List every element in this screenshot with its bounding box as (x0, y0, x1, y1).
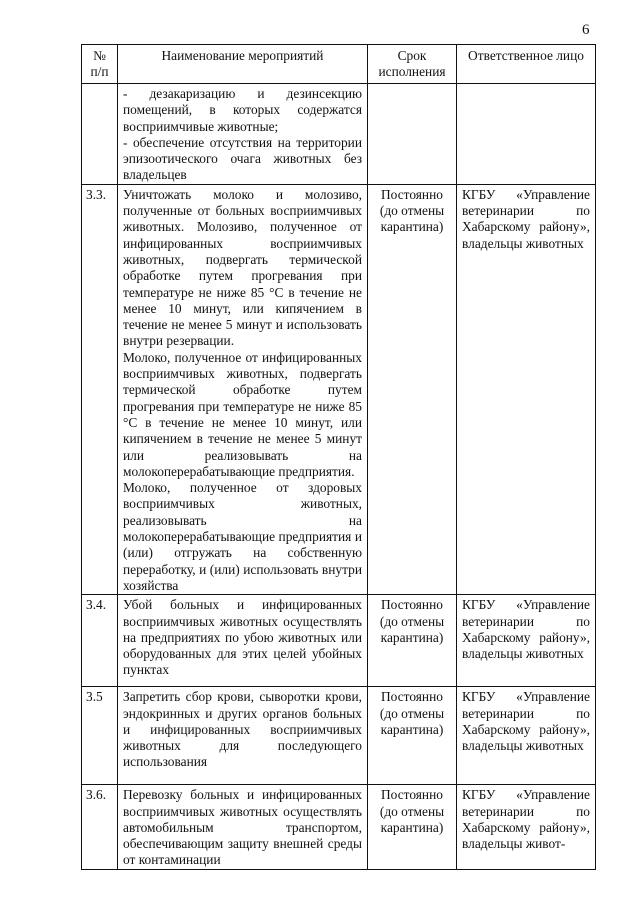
table-row (82, 785, 596, 869)
measure-text (118, 84, 368, 185)
header-name: Наименование мероприятий (118, 45, 368, 84)
responsible-cell (457, 84, 596, 185)
row-number: 3.3. (82, 184, 118, 594)
responsible-cell: КГБУ «Управление ветеринарии по Хабарскому району», владельцы животных (457, 687, 596, 785)
measure-text (118, 184, 368, 594)
measure-paragraph: - дезакаризацию и дезинсекцию помещений, в которых содержатся восприимчивые животные; (123, 86, 362, 134)
measure-paragraph: Молоко, полученное от здоровых восприимчивых животных, реализовывать на молокоперерабатывающие предприятия и (или) отгружать на собственную переработку, и (или) использовать внутри хозяйства (123, 480, 362, 593)
header-num: № п/п (82, 45, 118, 84)
row-number: 3.5 (82, 687, 118, 785)
term-cell (368, 84, 457, 185)
measure-paragraph: Перевозку больных и инфицированных восприимчивых животных осуществлять автомобильным транспортом, обеспечивающим защиту внешней среды от контаминации (123, 787, 362, 868)
measure-paragraph: - обеспечение отсутствия на территории эпизоотического очага животных без владельцев (123, 134, 362, 183)
table-header-row (82, 45, 596, 84)
row-number: 3.6. (82, 785, 118, 869)
term-cell: Постоянно (до отмены карантина) (368, 184, 457, 594)
table-row (82, 595, 596, 687)
page-number: 6 (582, 22, 590, 38)
table-row (82, 184, 596, 594)
header-responsible: Ответственное лицо (457, 45, 596, 84)
header-term: Срок исполнения (368, 45, 457, 84)
responsible-cell: КГБУ «Управление ветеринарии по Хабарскому району», владельцы животных (457, 595, 596, 687)
term-cell: Постоянно (до отмены карантина) (368, 687, 457, 785)
responsible-cell: КГБУ «Управление ветеринарии по Хабарскому району», владельцы животных (457, 184, 596, 594)
table-row (82, 84, 596, 185)
measure-text (118, 687, 368, 785)
measure-paragraph: Молоко, полученное от инфицированных восприимчивых животных, подвергать термической обработке путем прогревания при температуре не ниже 85 °С в течение не менее 10 минут, или кипячением в течение не менее 5 минут или реализовывать на молокоперерабатывающие предприятия. (123, 349, 362, 479)
measures-table (81, 44, 596, 870)
measure-text (118, 785, 368, 869)
term-cell: Постоянно (до отмены карантина) (368, 785, 457, 869)
measure-paragraph: Запретить сбор крови, сыворотки крови, эндокринных и других органов больных и инфицированных восприимчивых животных для последующего использования (123, 689, 362, 770)
row-number: 3.4. (82, 595, 118, 687)
table-row (82, 687, 596, 785)
term-cell: Постоянно (до отмены карантина) (368, 595, 457, 687)
measure-paragraph: Убой больных и инфицированных восприимчивых животных осуществлять на предприятиях по убою животных или оборудованных для этих целей убойных пунктах (123, 597, 362, 678)
responsible-cell: КГБУ «Управление ветеринарии по Хабарскому району», владельцы живот- (457, 785, 596, 869)
measure-paragraph: Уничтожать молоко и молозиво, полученные от больных восприимчивых животных. Молозиво, полученное от инфицированных восприимчивых животных, подвергать термической обработке путем прогревания при температуре не ниже 85 °С в течение не менее 10 минут, или кипячением в течение не менее 5 минут и использовать внутри резервации. (123, 186, 362, 349)
row-number (82, 84, 118, 185)
measure-text (118, 595, 368, 687)
